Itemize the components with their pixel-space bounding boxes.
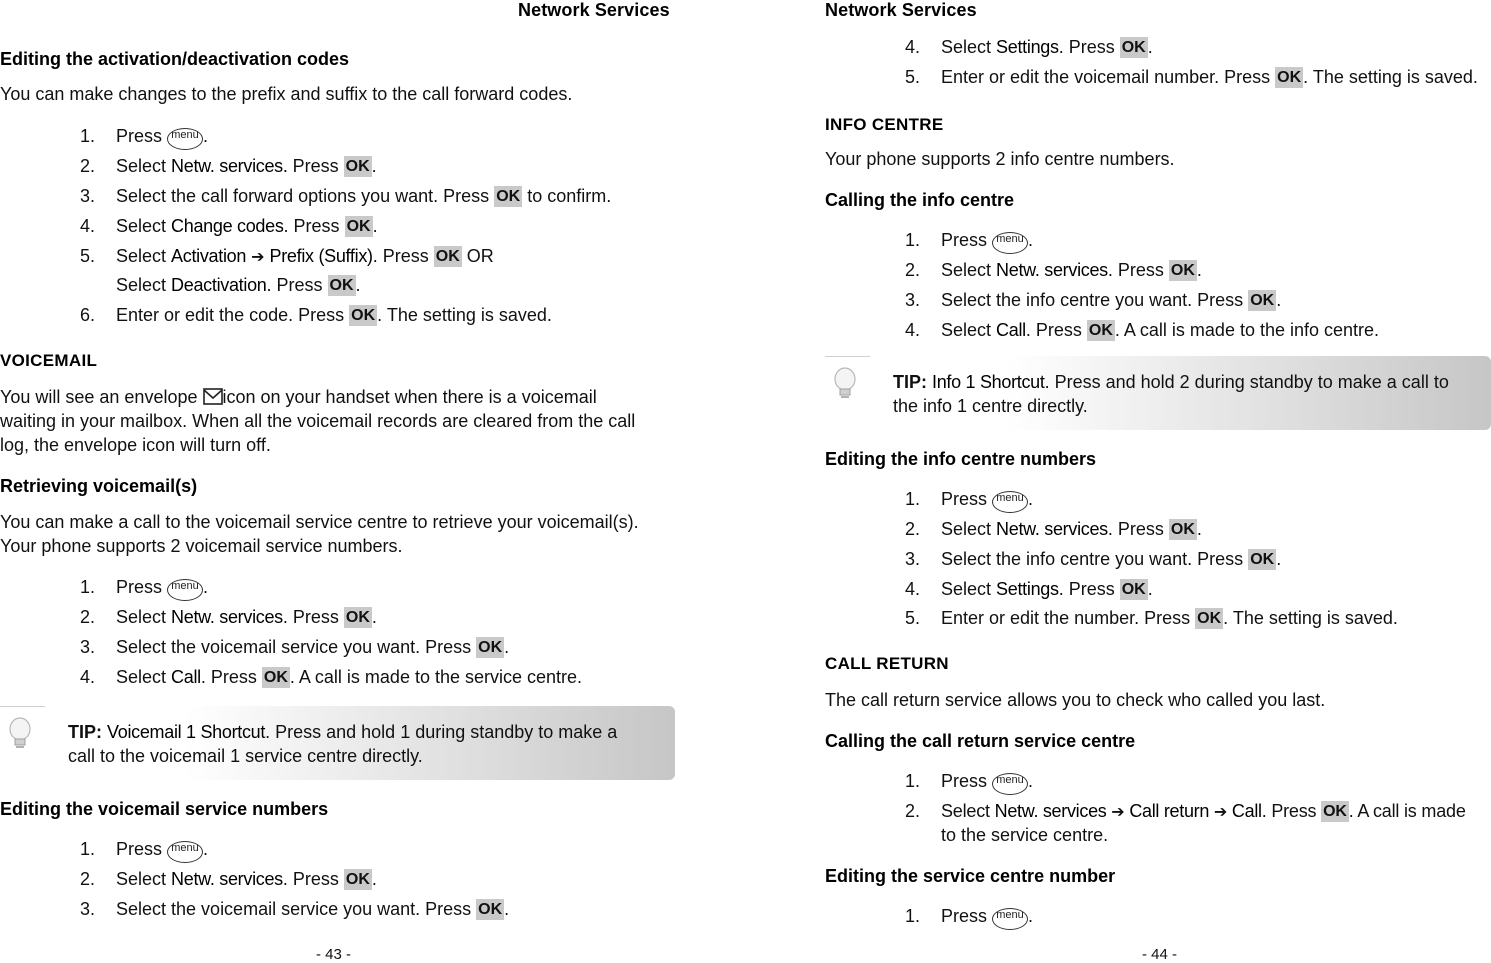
step-text-part: Select: [116, 275, 167, 295]
step-number: 3.: [80, 899, 96, 919]
step-number: 3.: [80, 186, 96, 206]
ok-key-label: OK: [346, 218, 371, 235]
step-number: 1.: [905, 489, 921, 509]
menu-key-icon: menu: [992, 232, 1028, 254]
step-number: 1.: [905, 906, 921, 926]
step-text-part: OR: [461, 246, 494, 266]
step-text: [116, 214, 378, 238]
menu-key-icon: menu: [992, 491, 1028, 513]
ok-key-label: OK: [1197, 610, 1222, 627]
tip-text: [893, 370, 1449, 394]
step-text-part: .: [203, 577, 209, 597]
step-text-part: Select: [941, 579, 992, 599]
paragraph: You can make changes to the prefix and suffix to the call forward codes.: [0, 84, 573, 104]
step-text-part: .: [1196, 519, 1202, 539]
step-text: to the service centre.: [941, 825, 1109, 845]
step-text-part: Select: [116, 246, 167, 266]
step-text: [116, 837, 208, 863]
ok-key-label: OK: [345, 158, 370, 175]
menu-key-icon: menu: [992, 773, 1028, 795]
step-text-part: .: [1028, 906, 1034, 926]
step-text-part: Press: [941, 771, 988, 791]
step-number: 2.: [80, 607, 96, 627]
step-text-part: Select: [116, 607, 167, 627]
step-text-part: . Press: [1025, 320, 1082, 340]
section-heading: Editing the voicemail service numbers: [0, 799, 329, 819]
step-number: 2.: [905, 260, 921, 280]
ok-key-label: OK: [1088, 322, 1113, 339]
ok-key-label: OK: [263, 669, 288, 686]
tip-text-part: . Press and hold 1 during standby to make a: [265, 722, 618, 742]
menu-item-label: Netw. services: [996, 519, 1108, 539]
ok-key-label: OK: [1121, 581, 1146, 598]
step-text: [941, 547, 1281, 571]
step-text: [116, 124, 208, 150]
menu-key-icon: menu: [167, 128, 203, 150]
step-text: [941, 577, 1153, 601]
step-text-part: Press: [941, 906, 988, 926]
paragraph: Your phone supports 2 voicemail service numbers.: [0, 536, 403, 556]
step-text-part: Press: [941, 230, 988, 250]
step-text: [116, 575, 208, 601]
lightbulb-icon: [830, 366, 860, 400]
step-number: 1.: [80, 839, 96, 859]
step-number: 2.: [905, 519, 921, 539]
tip-label: TIP:: [68, 722, 102, 742]
step-text-part: . Press: [282, 607, 339, 627]
step-text: [941, 35, 1153, 59]
step-text-part: . Press: [1058, 579, 1115, 599]
step-text: [116, 665, 582, 689]
step-text: [941, 517, 1202, 541]
step-text-part: Select the call forward options you want. Press: [116, 186, 490, 206]
tip-text-part: . Press and hold 2 during standby to make a call to: [1044, 372, 1449, 392]
ok-key-label: OK: [329, 277, 354, 294]
menu-key-icon: menu: [167, 579, 203, 601]
step-text-part: .: [203, 839, 209, 859]
step-text-part: Select: [941, 519, 992, 539]
menu-item-label: Netw. services: [996, 260, 1108, 280]
menu-item-label: Settings: [996, 579, 1059, 599]
step-text: [116, 867, 377, 891]
step-text-part: . Press: [1261, 801, 1317, 821]
ok-key-label: OK: [435, 248, 460, 265]
step-text: [941, 258, 1202, 282]
step-text-part: . The setting is saved.: [377, 305, 552, 325]
step-text-part: .: [355, 275, 361, 295]
paragraph: The call return service allows you to check who called you last.: [825, 690, 1326, 710]
ok-key-label: OK: [1250, 292, 1275, 309]
ok-key-label: OK: [345, 871, 370, 888]
step-number: 2.: [80, 869, 96, 889]
paragraph-part: icon on your handset when there is a voicemail: [222, 387, 597, 407]
paragraph: waiting in your mailbox. When all the voicemail records are cleared from the call: [0, 411, 636, 431]
step-text-part: .: [1147, 37, 1153, 57]
step-text-part: Press: [941, 489, 988, 509]
menu-item-label: Netw. services: [994, 801, 1107, 821]
arrow-right-icon: ➔: [251, 249, 265, 266]
step-number: 1.: [905, 230, 921, 250]
arrow-right-icon: ➔: [1213, 804, 1228, 821]
step-text-part: . The setting is saved.: [1303, 67, 1478, 87]
step-text-part: Press: [116, 839, 163, 859]
step-text: [116, 184, 611, 208]
step-text: [116, 244, 494, 270]
step-text: [941, 65, 1478, 89]
step-text-part: Select: [116, 869, 167, 889]
tip-feature: Info 1 Shortcut: [932, 372, 1045, 392]
step-number: 1.: [905, 771, 921, 791]
step-text-part: Select the voicemail service you want. Press: [116, 899, 472, 919]
ok-key-label: OK: [1250, 551, 1275, 568]
section-caption: CALL RETURN: [825, 654, 949, 673]
menu-item-label: Deactivation: [171, 275, 267, 295]
menu-item-label: Netw. services.: [171, 156, 288, 176]
section-caption: INFO CENTRE: [825, 115, 944, 134]
step-text: [941, 288, 1281, 312]
section-heading: Editing the service centre number: [825, 866, 1116, 886]
step-number: 4.: [905, 320, 921, 340]
step-text-part: Select: [941, 260, 992, 280]
step-number: 3.: [80, 637, 96, 657]
step-text: [941, 799, 1466, 825]
page-43: [0, 0, 680, 962]
menu-item-label: Call: [1231, 801, 1262, 821]
step-text-part: . Press: [283, 216, 340, 236]
ok-key-label: OK: [1277, 69, 1302, 86]
step-number: 2.: [905, 801, 921, 821]
step-text-part: Select: [116, 216, 167, 236]
step-text-part: Select the voicemail service you want. Press: [116, 637, 472, 657]
menu-item-label: Call: [996, 320, 1026, 340]
step-text-part: .: [371, 156, 377, 176]
running-header: Network Services: [825, 0, 977, 20]
menu-item-label: Settings: [996, 37, 1059, 57]
page-44: [825, 0, 1491, 962]
menu-item-label: Activation: [171, 246, 247, 266]
step-text-part: .: [1276, 290, 1282, 310]
step-text-part: . Press: [372, 246, 429, 266]
ok-key-label: OK: [1121, 39, 1146, 56]
ok-key-label: OK: [1170, 262, 1195, 279]
step-text: [116, 605, 377, 629]
step-text-part: . A call is made to the info centre.: [1114, 320, 1380, 340]
step-text-part: . A call is made: [1348, 801, 1466, 821]
ok-key-label: OK: [1323, 803, 1347, 820]
step-text-part: .: [371, 869, 377, 889]
step-text: [116, 303, 552, 327]
step-text-part: .: [504, 899, 510, 919]
step-text-part: . Press: [1058, 37, 1115, 57]
tip-label: TIP:: [893, 372, 927, 392]
step-text: [116, 635, 509, 659]
menu-item-label: Netw. services: [171, 869, 283, 889]
tip-text: call to the voicemail 1 service centre directly.: [68, 746, 423, 766]
menu-key-icon: menu: [992, 908, 1028, 930]
paragraph: You can make a call to the voicemail service centre to retrieve your voicemail(s).: [0, 512, 639, 532]
menu-item-label: Netw. services: [171, 607, 283, 627]
step-number: 4.: [80, 216, 96, 236]
section-caption: VOICEMAIL: [0, 351, 98, 370]
step-text: [116, 273, 361, 297]
step-number: 6.: [80, 305, 96, 325]
paragraph: [0, 385, 597, 409]
step-text-part: Enter or edit the code. Press: [116, 305, 345, 325]
menu-item-label: Call: [171, 667, 201, 687]
section-heading: Retrieving voicemail(s): [0, 476, 198, 496]
menu-item-label: Prefix (Suffix): [269, 246, 373, 266]
step-number: 1.: [80, 126, 96, 146]
ok-key-label: OK: [496, 188, 521, 205]
envelope-icon: [203, 388, 223, 405]
arrow-right-icon: ➔: [1111, 804, 1125, 821]
step-text: [941, 606, 1398, 630]
step-text: [941, 904, 1033, 930]
step-text-part: . Press: [266, 275, 323, 295]
step-text-part: Enter or edit the voicemail number. Press: [941, 67, 1271, 87]
step-number: 3.: [905, 290, 921, 310]
step-number: 4.: [905, 37, 921, 57]
paragraph-part: You will see an envelope: [0, 387, 198, 407]
step-text: [941, 228, 1033, 254]
step-text-part: . Press: [1107, 519, 1164, 539]
ok-key-label: OK: [351, 307, 376, 324]
step-number: 4.: [905, 579, 921, 599]
ok-key-label: OK: [1170, 521, 1195, 538]
step-text-part: Select the info centre you want. Press: [941, 549, 1244, 569]
step-text: [941, 318, 1379, 342]
step-number: 1.: [80, 577, 96, 597]
step-text-part: .: [1028, 489, 1034, 509]
step-text-part: Enter or edit the number. Press: [941, 608, 1191, 628]
step-text-part: Select: [941, 37, 992, 57]
paragraph: Your phone supports 2 info centre numbers.: [825, 149, 1175, 169]
step-text: [941, 769, 1033, 795]
ok-key-label: OK: [478, 901, 503, 918]
ok-key-label: OK: [345, 609, 370, 626]
step-text-part: . The setting is saved.: [1223, 608, 1398, 628]
lightbulb-icon: [5, 716, 35, 750]
step-text-part: .: [1028, 771, 1034, 791]
step-number: 4.: [80, 667, 96, 687]
menu-item-label: Call return: [1129, 801, 1210, 821]
section-heading: Calling the call return service centre: [825, 731, 1136, 751]
step-number: 5.: [80, 246, 96, 266]
page-number: - 44 -: [1142, 946, 1178, 963]
paragraph: log, the envelope icon will turn off.: [0, 435, 271, 455]
step-text-part: . A call is made to the service centre.: [289, 667, 583, 687]
tip-text: the info 1 centre directly.: [893, 396, 1088, 416]
tip-divider: [0, 706, 45, 707]
step-number: 5.: [905, 67, 921, 87]
tip-divider: [825, 356, 870, 357]
step-text-part: Select the info centre you want. Press: [941, 290, 1244, 310]
ok-key-label: OK: [478, 639, 503, 656]
section-heading: Editing the activation/deactivation codes: [0, 49, 350, 69]
step-text-part: Select: [941, 320, 992, 340]
step-text: [116, 154, 377, 178]
step-text-part: Select: [116, 156, 167, 176]
step-text: [941, 487, 1033, 513]
step-text-part: .: [1196, 260, 1202, 280]
step-text-part: . Press: [200, 667, 257, 687]
step-text-part: .: [504, 637, 510, 657]
step-text-part: Select: [941, 801, 990, 821]
step-text-part: .: [371, 607, 377, 627]
page-number: - 43 -: [316, 946, 352, 963]
step-text-part: Press: [116, 126, 163, 146]
section-heading: Calling the info centre: [825, 190, 1015, 210]
step-text-part: Select: [116, 667, 167, 687]
running-header: Network Services: [518, 0, 670, 20]
step-text-part: .: [203, 126, 209, 146]
step-text-part: Press: [287, 156, 339, 176]
menu-key-icon: menu: [167, 841, 203, 863]
step-text-part: . Press: [1107, 260, 1164, 280]
step-text-part: . Press: [282, 869, 339, 889]
step-text: [116, 897, 509, 921]
step-text-part: .: [1276, 549, 1282, 569]
step-text-part: .: [1028, 230, 1034, 250]
step-number: 2.: [80, 156, 96, 176]
step-text-part: .: [372, 216, 378, 236]
step-number: 3.: [905, 549, 921, 569]
tip-text: [68, 720, 617, 744]
section-heading: Editing the info centre numbers: [825, 449, 1097, 469]
tip-feature: Voicemail 1 Shortcut: [107, 722, 266, 742]
step-number: 5.: [905, 608, 921, 628]
step-text-part: .: [1147, 579, 1153, 599]
step-text-part: to confirm.: [522, 186, 612, 206]
step-text-part: Press: [116, 577, 163, 597]
menu-item-label: Change codes: [171, 216, 284, 236]
